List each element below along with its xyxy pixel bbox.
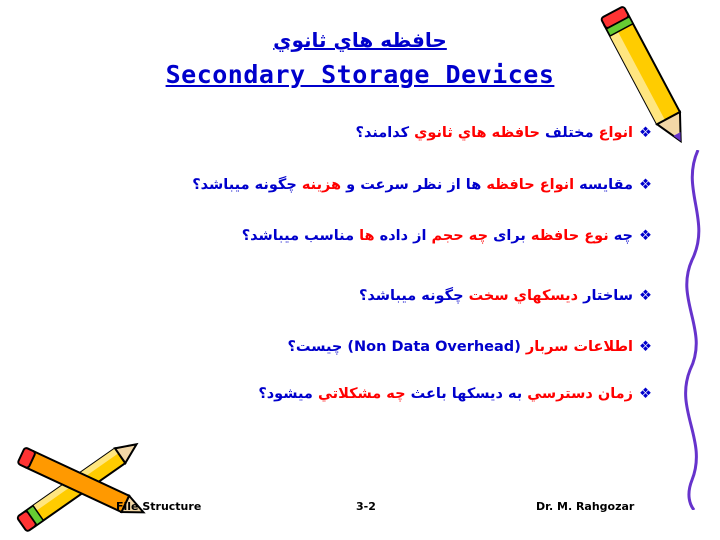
slide-title-persian: حافظه هاي ثانوي xyxy=(273,28,447,52)
bullet-text-segment: نوع حافظه xyxy=(525,228,609,244)
bullet-text-segment: از داده xyxy=(374,228,427,244)
bullet-text-segment: اطلاعات سربار xyxy=(520,339,633,355)
bullet-text-segment: حافظه هاي ثانوي xyxy=(409,125,540,141)
bullet-text-segment: به ديسكها باعث xyxy=(405,386,523,402)
bullet-text-segment: چيست؟ xyxy=(287,339,343,355)
bullet-item xyxy=(287,339,652,355)
bullet-marker-icon: ❖ xyxy=(639,177,652,193)
footer-author: Dr. M. Rahgozar xyxy=(536,500,635,513)
bullet-text-segment: ديسكهاي سخت xyxy=(463,288,579,304)
bullet-text-segment: (Non Data Overhead) xyxy=(342,339,521,355)
bullet-marker-icon: ❖ xyxy=(639,339,652,355)
bullet-marker-icon: ❖ xyxy=(639,125,652,141)
bullet-text-segment: مقايسه xyxy=(574,177,633,193)
bullet-text-segment: انواع xyxy=(593,125,633,141)
bullet-text-segment: چه xyxy=(608,228,633,244)
bullet-text-segment: برای xyxy=(488,228,526,244)
bullet-marker-icon: ❖ xyxy=(639,288,652,304)
bullet-text-segment: ميشود؟ xyxy=(258,386,313,402)
bullet-text-segment: مناسب ميباشد؟ xyxy=(241,228,355,244)
bullet-marker-icon: ❖ xyxy=(639,386,652,402)
bullet-item xyxy=(192,177,652,193)
bullet-text-segment: ساختار xyxy=(578,288,633,304)
bullet-item xyxy=(258,386,652,402)
footer-course: File Structure xyxy=(116,500,202,513)
bullet-item xyxy=(359,288,652,304)
decorative-squiggle xyxy=(670,150,720,510)
slide-title-english: Secondary Storage Devices xyxy=(165,60,555,89)
bullet-text-segment: هزينه xyxy=(296,177,342,193)
bullet-text-segment: چه حجم xyxy=(426,228,489,244)
bullet-text-segment: چه مشكلاتي xyxy=(312,386,406,402)
bullet-text-segment: انواع حافظه xyxy=(481,177,575,193)
bullet-text-segment: ها xyxy=(354,228,375,244)
bullet-text-segment: كدامند؟ xyxy=(355,125,410,141)
bullet-text-segment: ها از نظر سرعت و xyxy=(341,177,482,193)
bullet-item xyxy=(242,228,652,244)
bullet-text-segment: زمان دسترسي xyxy=(522,386,633,402)
pencil-icon xyxy=(600,2,695,162)
footer-page-number: 3-2 xyxy=(356,500,376,513)
bullet-marker-icon: ❖ xyxy=(639,228,652,244)
bullet-text-segment: چگونه ميباشد؟ xyxy=(358,288,464,304)
bullet-text-segment: چگونه ميباشد؟ xyxy=(192,177,297,193)
crossed-pencils-icon xyxy=(0,428,170,540)
bullet-text-segment: مختلف xyxy=(539,125,594,141)
